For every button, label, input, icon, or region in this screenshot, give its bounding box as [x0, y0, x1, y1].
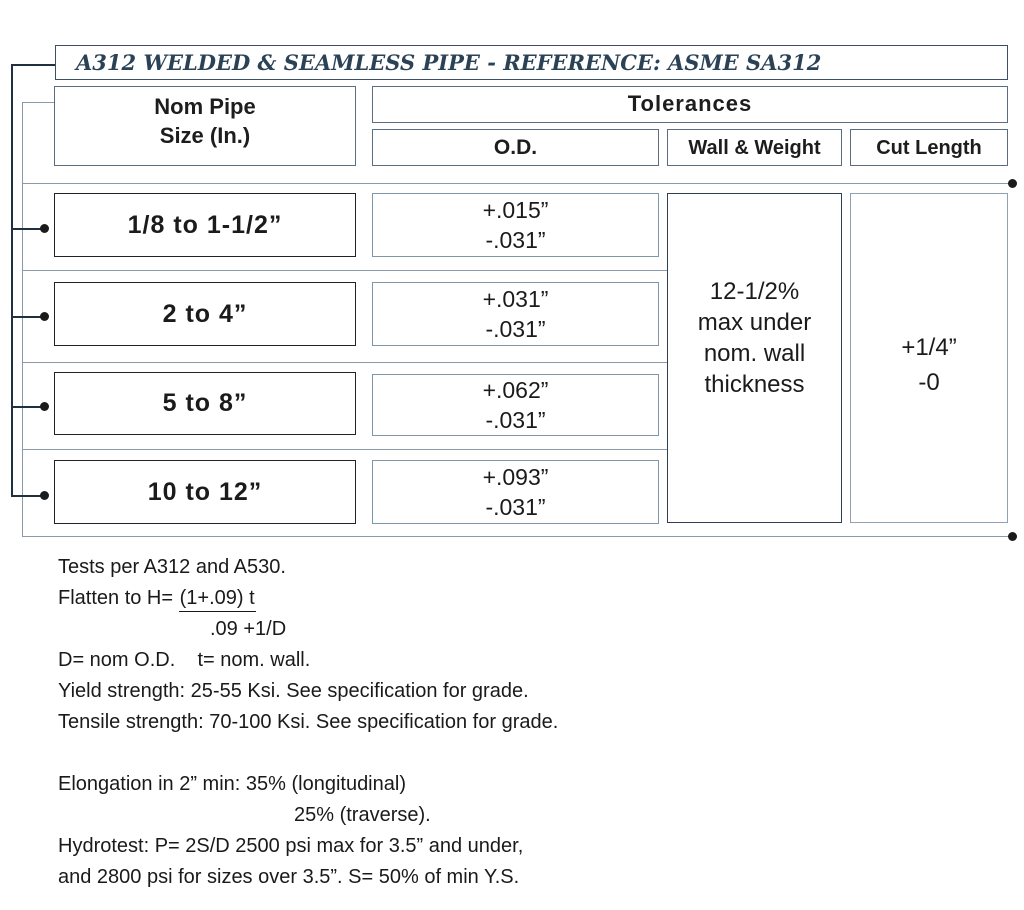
flatten-numerator: (1+.09) t: [179, 585, 256, 612]
separator-line: [22, 362, 667, 363]
size-cell: 2 to 4”: [54, 282, 356, 346]
note-hydrotest-line2: and 2800 psi for sizes over 3.5”. S= 50% of min Y.S.: [58, 866, 520, 888]
od-minus: -.031”: [485, 316, 546, 342]
flatten-prefix: Flatten to H=: [58, 587, 174, 609]
note-flatten: [58, 583, 558, 614]
header-nom-pipe-size: [54, 86, 356, 166]
od-plus: +.062”: [482, 377, 549, 403]
bullet-dot: [40, 224, 49, 233]
note-elongation-line2: 25% (traverse).: [294, 804, 431, 826]
note-spacer: [58, 738, 558, 769]
bullet-dot: [1008, 179, 1017, 188]
note-tensile: Tensile strength: 70-100 Ksi. See specification for grade.: [58, 711, 559, 733]
header-wall-weight: Wall & Weight: [667, 129, 842, 166]
notes-section: [58, 552, 558, 893]
od-plus: +.015”: [482, 197, 549, 223]
bullet-dot: [40, 491, 49, 500]
size-cell: 5 to 8”: [54, 372, 356, 435]
note-hydrotest-line1: Hydrotest: P= 2S/D 2500 psi max for 3.5” and under,: [58, 835, 524, 857]
size-cell: 10 to 12”: [54, 460, 356, 524]
bullet-dot: [40, 402, 49, 411]
separator-line: [22, 183, 1012, 184]
od-tolerance-cell: [372, 193, 659, 257]
bracket-line: [11, 64, 13, 496]
left-border-line: [22, 102, 23, 536]
header-cut-length: Cut Length: [850, 129, 1008, 166]
header-tolerances: Tolerances: [372, 86, 1008, 123]
bullet-dot: [1008, 532, 1017, 541]
od-minus: -.031”: [485, 227, 546, 253]
header-size-line2: Size (In.): [159, 122, 251, 148]
note-definitions: D= nom O.D. t= nom. wall.: [58, 649, 311, 671]
od-tolerance-cell: [372, 374, 659, 436]
wall-weight-line4: thickness: [704, 371, 805, 398]
wall-weight-line1: 12-1/2%: [709, 278, 800, 305]
od-plus: +.093”: [482, 464, 549, 490]
od-tolerance-cell: [372, 460, 659, 524]
cut-length-line2: -0: [918, 369, 940, 396]
od-plus: +.031”: [482, 286, 549, 312]
wall-weight-cell: [667, 193, 842, 523]
cut-length-line1: +1/4”: [901, 334, 957, 361]
table-title: A312 WELDED & SEAMLESS PIPE - REFERENCE: ASME SA312: [55, 45, 1008, 80]
cut-length-cell: [850, 193, 1008, 523]
od-tolerance-cell: [372, 282, 659, 346]
note-yield: Yield strength: 25-55 Ksi. See specification for grade.: [58, 680, 529, 702]
bracket-line: [22, 102, 54, 103]
header-od: O.D.: [372, 129, 659, 166]
od-minus: -.031”: [485, 407, 546, 433]
size-cell: 1/8 to 1-1/2”: [54, 193, 356, 257]
flatten-fraction: [179, 583, 256, 614]
separator-line: [22, 449, 667, 450]
separator-line: [22, 270, 667, 271]
od-minus: -.031”: [485, 494, 546, 520]
note-tests: Tests per A312 and A530.: [58, 556, 286, 578]
wall-weight-line3: nom. wall: [703, 340, 806, 367]
wall-weight-line2: max under: [697, 309, 812, 336]
note-elongation-line1: Elongation in 2” min: 35% (longitudinal): [58, 773, 406, 795]
header-size-line1: Nom Pipe: [154, 94, 256, 119]
bullet-dot: [40, 312, 49, 321]
note-flatten-denominator: .09 +1/D: [210, 618, 287, 640]
bracket-line: [11, 64, 55, 66]
separator-line: [22, 536, 1012, 537]
